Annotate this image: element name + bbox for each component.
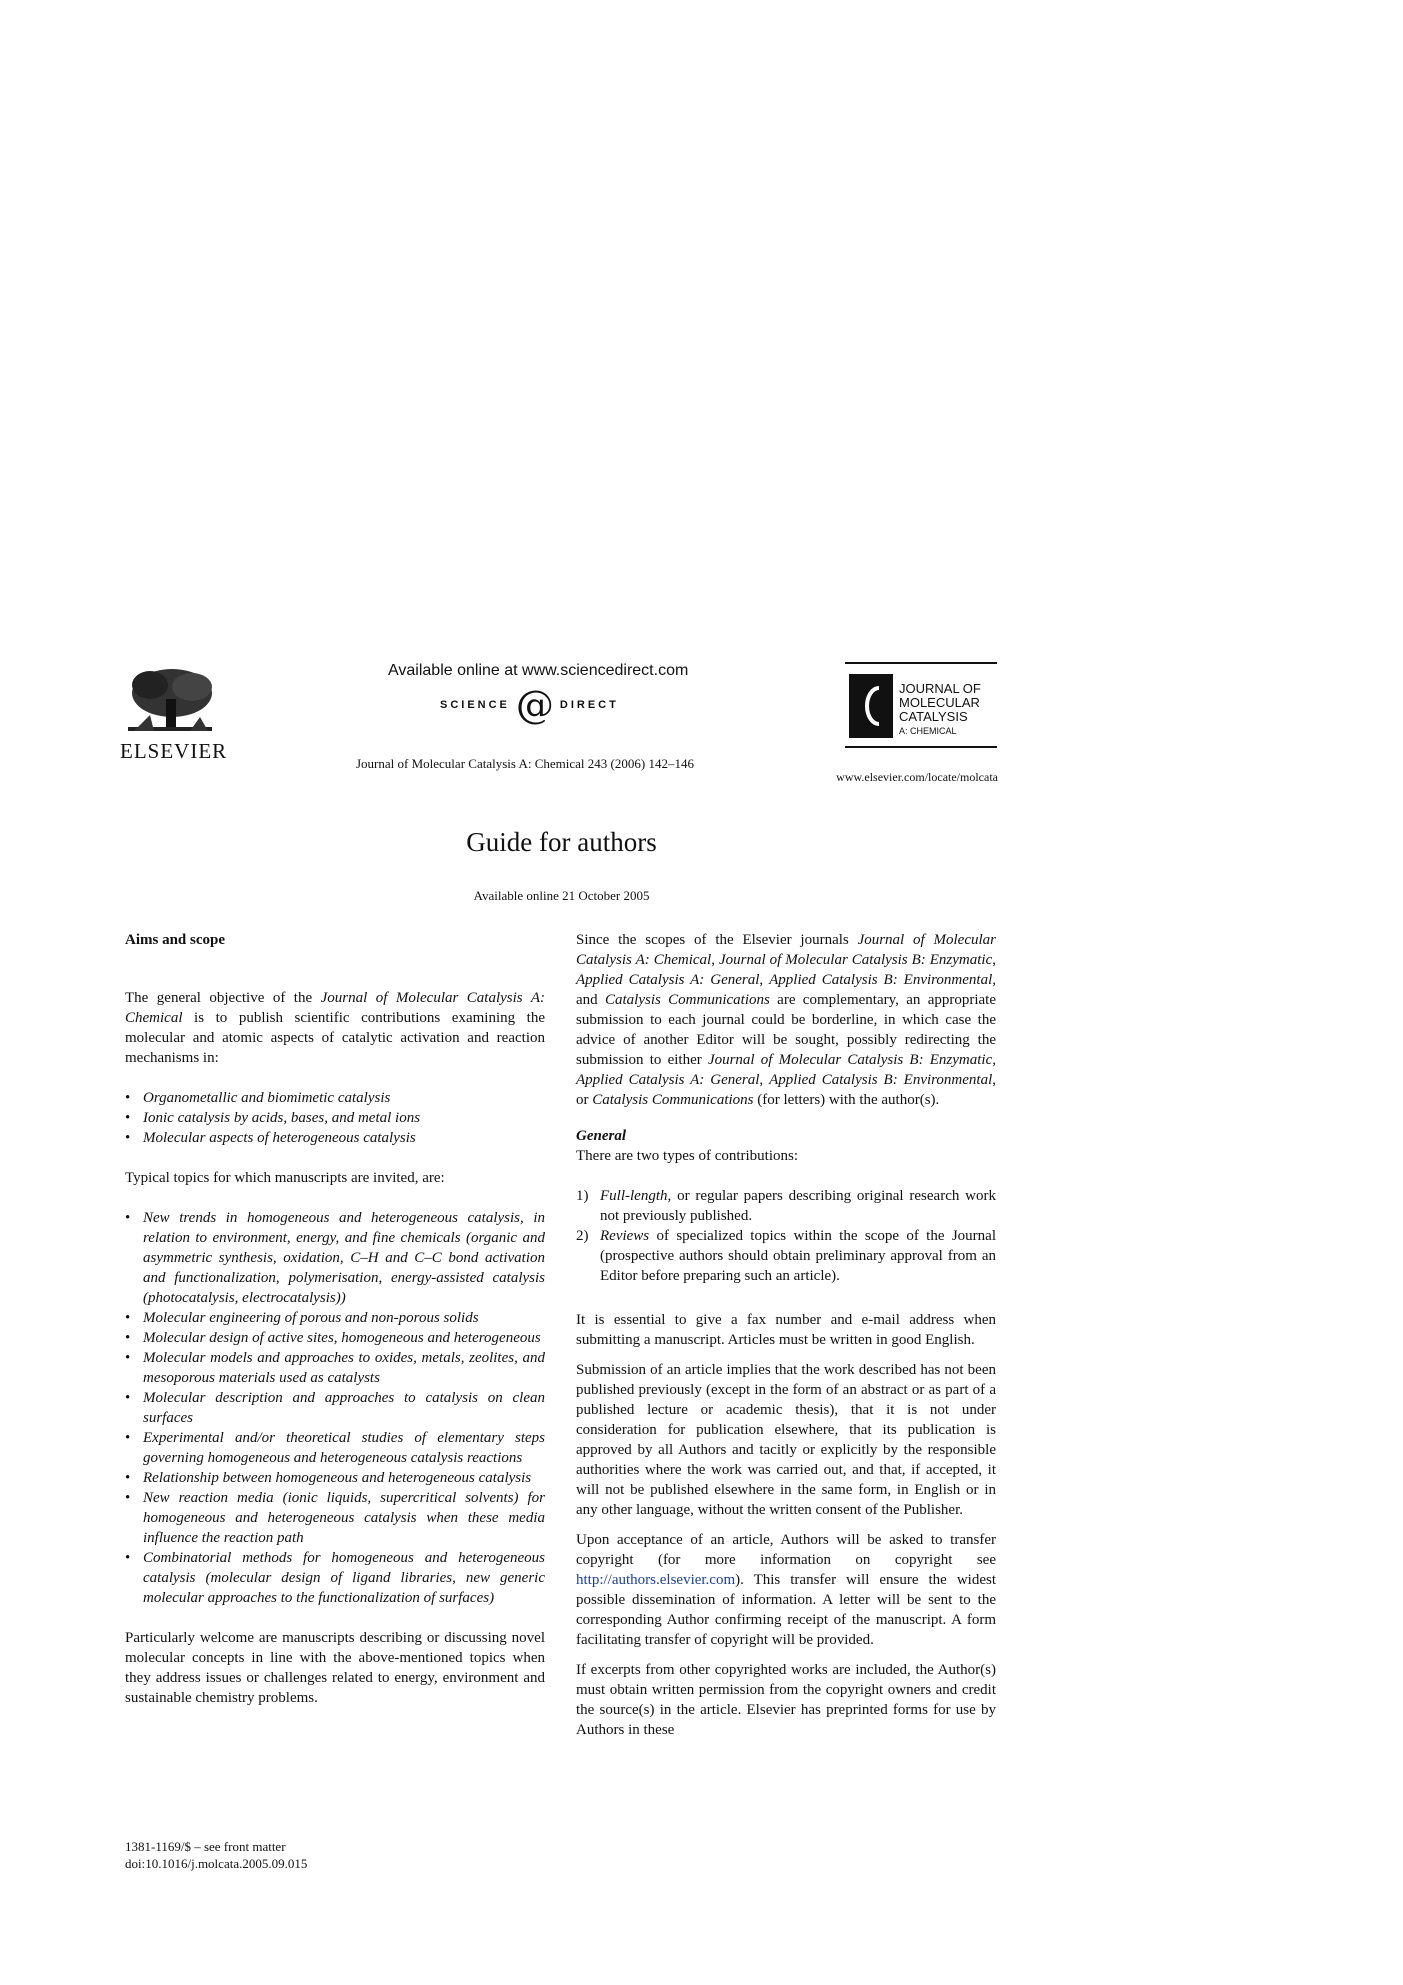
- topics-intro: Typical topics for which manuscripts are invited, are:: [125, 1170, 445, 1186]
- submission-paragraph: Submission of an article implies that the work described has not been published previously (except in the form of an abstract or as part of a published lecture or academic thesis), that it is not under consideration for publication elsewhere, that its publication is approved by all Authors and tacitly or explicitly by the responsible authorities where the work was carried out, and that, if accepted, it will not be published elsewhere in the same form, in English or in any other language, without the written consent of the Publisher.: [576, 1362, 996, 1518]
- types-intro: There are two types of contributions:: [576, 1148, 799, 1164]
- elsevier-wordmark: ELSEVIER: [120, 739, 228, 763]
- issn-line: 1381-1169/$ – see front matter: [125, 1839, 286, 1854]
- journal-logo-subtitle: A: CHEMICAL: [899, 726, 957, 736]
- excerpts-paragraph: If excerpts from other copyrighted works are included, the Author(s) must obtain written permission from the copyright owners and credit the source(s) in the article. Elsevier has preprinted forms for use by Authors in these: [576, 1662, 996, 1738]
- right-column: [576, 930, 996, 1740]
- list-item: • Molecular models and approaches to oxides, metals, zeolites, and mesoporous materials used as catalysts: [125, 1348, 545, 1388]
- elsevier-tree-icon: [120, 665, 220, 739]
- list-item: 2) Reviews of specialized topics within the scope of the Journal (prospective authors should obtain preliminary approval from an Editor before preparing such an article).: [576, 1228, 996, 1284]
- list-item: • Experimental and/or theoretical studies of elementary steps governing homogeneous and heterogeneous catalysis reactions: [125, 1428, 545, 1468]
- list-item: • Molecular description and approaches to catalysis on clean surfaces: [125, 1388, 545, 1428]
- list-item: • Combinatorial methods for homogeneous and heterogeneous catalysis (molecular design of ligand libraries, new generic molecular approaches to the functionalization of surfaces): [125, 1548, 545, 1608]
- doi-line: doi:10.1016/j.molcata.2005.09.015: [125, 1856, 308, 1871]
- copyright-paragraph: Upon acceptance of an article, Authors will be asked to transfer copyright (for more information on copyright see http://authors.elsevier.com). This transfer will ensure the widest possible dissemination of information. A letter will be sent to the corresponding Author confirming receipt of the manuscript. A form facilitating transfer of copyright will be provided.: [576, 1532, 996, 1648]
- list-item: • Relationship between homogeneous and heterogeneous catalysis: [125, 1468, 545, 1488]
- list-item: • Molecular design of active sites, homogeneous and heterogeneous: [125, 1328, 545, 1348]
- journal-citation: Journal of Molecular Catalysis A: Chemical 243 (2006) 142–146: [356, 756, 694, 771]
- topics-list: [125, 1208, 545, 1608]
- list-item: • Molecular engineering of porous and non-porous solids: [125, 1308, 545, 1328]
- list-item: • Ionic catalysis by acids, bases, and metal ions: [125, 1108, 545, 1128]
- list-item: • Organometallic and biomimetic catalysis: [125, 1088, 545, 1108]
- welcome-paragraph: Particularly welcome are manuscripts describing or discussing novel molecular concepts in line with the above-mentioned topics when they address issues or challenges related to energy, environment and sustainable chemistry problems.: [125, 1630, 545, 1706]
- objective-paragraph: The general objective of the Journal of Molecular Catalysis A: Chemical is to publish scientific contributions examining the molecular and atomic aspects of catalytic activation and reaction mechanisms in:: [125, 990, 545, 1066]
- authors-link[interactable]: http://authors.elsevier.com: [576, 1572, 736, 1588]
- list-item: • New trends in homogeneous and heterogeneous catalysis, in relation to environment, energy, and fine chemicals (organic and asymmetric synthesis, oxidation, C–H and C–C bond activation and functionalization, polymerisation, energy-assisted catalysis (photocatalysis, electrocatalysis)): [125, 1208, 545, 1308]
- sciencedirect-left: SCIENCE: [440, 699, 510, 711]
- footer: [125, 1838, 307, 1872]
- scope-paragraph: Since the scopes of the Elsevier journals Journal of Molecular Catalysis A: Chemical, Journal of Molecular Catalysis B: Enzymatic, Applied Catalysis A: General, Applied Catalysis B: Environmental, and Catalysis Communications are complementary, an appropriate submission to each journal could be borderline, in which case the advice of another Editor will be sought, possibly redirecting the submission to either Journal of Molecular Catalysis B: Enzymatic, Applied Catalysis A: General, Applied Catalysis B: Environmental, or Catalysis Communications (for letters) with the author(s).: [576, 932, 997, 1108]
- journal-cover-icon: [849, 674, 893, 738]
- page-title: Guide for authors: [466, 827, 657, 857]
- sciencedirect-right: DIRECT: [559, 699, 619, 711]
- left-column: [125, 930, 545, 1708]
- elsevier-logo: [120, 665, 228, 764]
- aims-scope-heading: Aims and scope: [125, 932, 226, 948]
- fax-paragraph: It is essential to give a fax number and e-mail address when submitting a manuscript. Articles must be written in good English.: [576, 1312, 996, 1348]
- sciencedirect-logo: [440, 683, 619, 727]
- types-list: [576, 1186, 996, 1286]
- sciencedirect-at-icon: @: [515, 683, 554, 727]
- journal-logo: [845, 662, 997, 748]
- available-online-url[interactable]: Available online at www.sciencedirect.com: [388, 662, 689, 679]
- general-heading: General: [576, 1128, 626, 1144]
- list-item: • New reaction media (ionic liquids, supercritical solvents) for homogeneous and heterogeneous catalysis when these media influence the reaction path: [125, 1488, 545, 1548]
- available-online-date: Available online 21 October 2005: [473, 888, 650, 903]
- journal-logo-title: JOURNAL OF MOLECULAR CATALYSIS: [899, 681, 981, 724]
- mechanisms-list: [125, 1088, 545, 1148]
- list-item: • Molecular aspects of heterogeneous catalysis: [125, 1128, 545, 1148]
- list-item: 1) Full-length, or regular papers describing original research work not previously published.: [576, 1188, 996, 1224]
- journal-url[interactable]: www.elsevier.com/locate/molcata: [836, 770, 998, 784]
